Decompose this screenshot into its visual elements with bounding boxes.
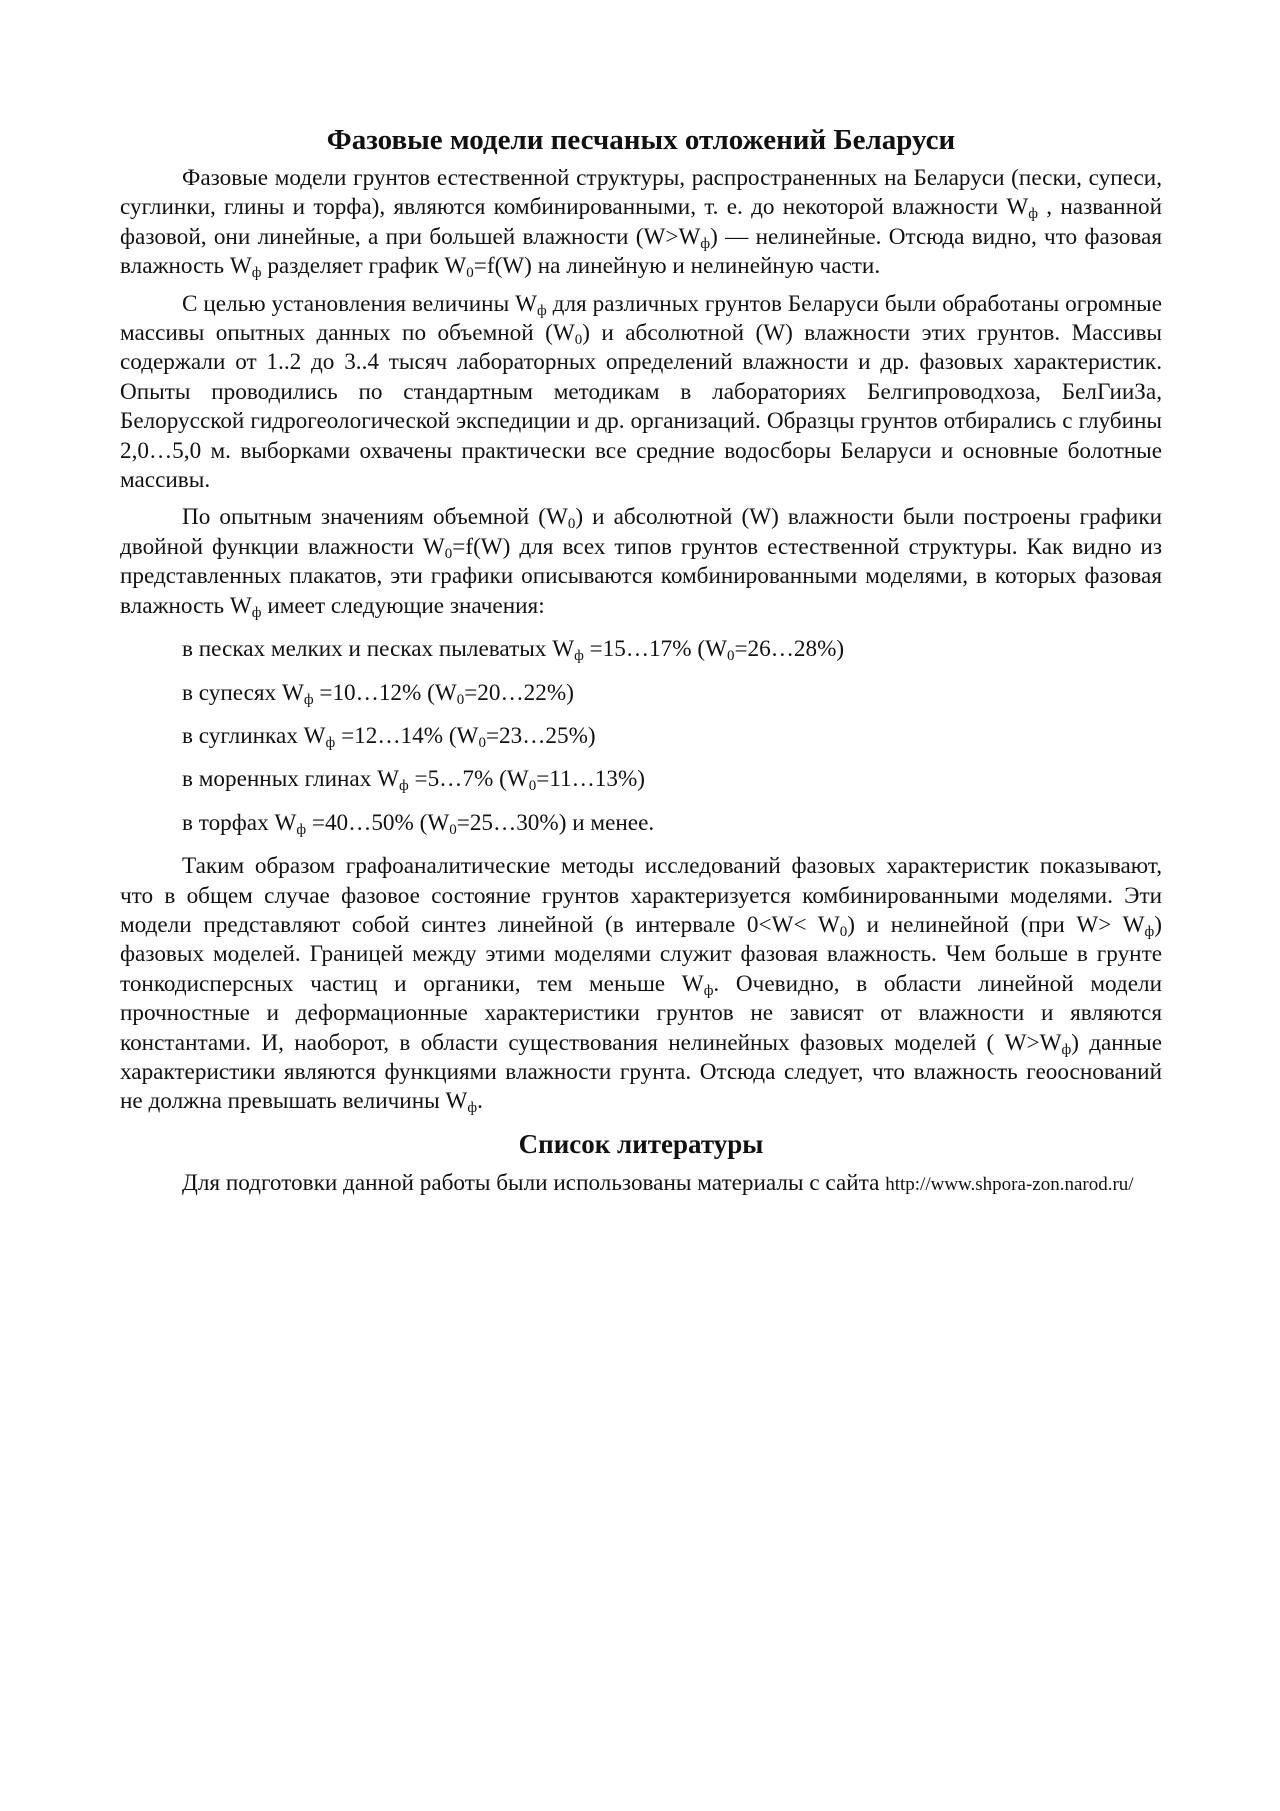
symbol-w: W [303,722,326,749]
subscript: ф [700,235,711,252]
symbol-w: W [515,290,537,317]
subscript: 0 [839,923,848,940]
symbol-w: W [1006,194,1029,221]
subscript: 0 [726,648,735,665]
subscript: 0 [528,778,537,795]
symbol-w: W [681,970,704,997]
subscript: ф [398,778,409,795]
subscript: ф [303,691,314,708]
subscript: ф [296,821,307,838]
subscript: ф [325,734,336,751]
list-item: в моренных глинах $W_ф$ =5…7% $(W_0=11\dots 13\%)$ [182,766,646,795]
symbol-w: W [274,809,297,836]
subscript: 0 [466,265,474,282]
subscript: ф [574,648,584,665]
paragraph-3: По опытным значениям объемной $(W_0)$ и абсолютной (W) влажности были построены графики двойной функции влажности $W_0=f(W)$ для всех типов грунтов естественной структуры. Как видно из представленных плакатов, эти графики описываются комбинированными моделями, в которых фазовая влажность $W_ф$ имеет следующие значения: [120,504,1162,621]
symbol-w: W [229,253,252,280]
subscript: 0 [449,821,457,838]
subscript: 0 [456,691,465,708]
subscript: ф [1144,923,1155,940]
subscript: ф [536,302,547,319]
subscript: ф [703,982,714,999]
symbol-w: W [377,766,399,793]
document-page [120,118,1162,1207]
soil-moisture-list [120,635,1162,838]
symbol-w: W [1039,1029,1062,1056]
subscript: 0 [444,545,453,562]
symbol-w: W [445,1088,468,1115]
subscript: ф [467,1100,478,1117]
paragraph-4: Таким образом графоаналитические методы исследований фазовых характеристик показывают, что в общем случае фазовое состояние грунтов характеризуется комбинированными моделями. Эти модели представляют собой синтез линейной (в интервале $0<W< W_0$) и нелинейной (при $W> W_ф$) фазовых моделей. Границей между этими моделями служит фазовая влажность. Чем больше в грунте тонкодисперсных частиц и органики, тем меньше $W_ф$. Очевидно, в области линейной модели прочностные и деформационные характеристики грунтов не зависят от влажности и являются константами. И, наоборот, в области существования нелинейных фазовых моделей ( $W>W_ф$) данные характеристики являются функциями влажности грунта. Отсюда следует, что влажность геооснований не должна превышать величины $W_ф$. [120,853,1163,1117]
subscript: 0 [478,734,486,751]
symbol-w: W [229,592,252,619]
list-item: в торфах $W_ф$ =40…50% $(W_0=25\dots 30\%)$ и менее. [182,809,655,838]
paragraph-1: Фазовые модели грунтов естественной структуры, распространенных на Беларуси (пески, супеси, суглинки, глины и торфа), являются комбинированными, т. е. до некоторой влажности $W_ф$ , названной фазовой, они линейные, а при большей влажности $(W>W_ф)$ — нелинейные. Отсюда видно, что фазовая влажность $W_ф$ разделяет график $W_0=f(W)$ на линейную и нелинейную части. [120,165,1162,282]
document-title: Фазовые модели песчаных отложений Беларуси [326,124,956,156]
references-heading: Список литературы [518,1128,764,1159]
subscript: ф [251,604,262,621]
subscript: ф [251,265,262,282]
paragraph-2: С целью установления величины $W_ф$ для различных грунтов Беларуси были обработаны огромные массивы опытных данных по объемной $(W_0)$ и абсолютной (W) влажности этих грунтов. Массивы содержали от 1..2 до 3..4 тысяч лабораторных определений влажности и др. фазовых характеристик. Опыты проводились по стандартным методикам в лабораториях Белгипроводхоза, БелГииЗа, Белорусской гидрогеологической экспедиции и др. организаций. Образцы грунтов отбирались с глубины 2,0…5,0 м. выборками охвачены практически все средние водосборы Беларуси и основные болотные массивы. [120,290,1163,494]
symbol-w: W [281,679,304,706]
subscript: ф [1061,1041,1072,1058]
subscript: ф [1028,206,1039,223]
list-item: в песках мелких и песках пылеватых $W_ф$ =15…17% $(W_0=26\dots 28\%)$ [182,636,845,665]
symbol-w: W [552,636,575,663]
list-item: в супесях $W_ф$ =10…12% $(W_0=20\dots 22\%)$ [182,679,574,708]
references-paragraph: Для подготовки данной работы были использованы материалы с сайта http://www.shpora-zon.narod.ru/ [182,1169,1134,1196]
list-item: в суглинках $W_ф$ =12…14% $(W_0=23\dots 25\%)$ [182,722,596,751]
source-link[interactable]: http://www.shpora-zon.narod.ru/ [885,1173,1134,1195]
symbol-w: W [678,223,701,250]
subscript: 0 [574,332,583,349]
symbol-w: W [1122,911,1145,938]
subscript: 0 [567,516,576,533]
